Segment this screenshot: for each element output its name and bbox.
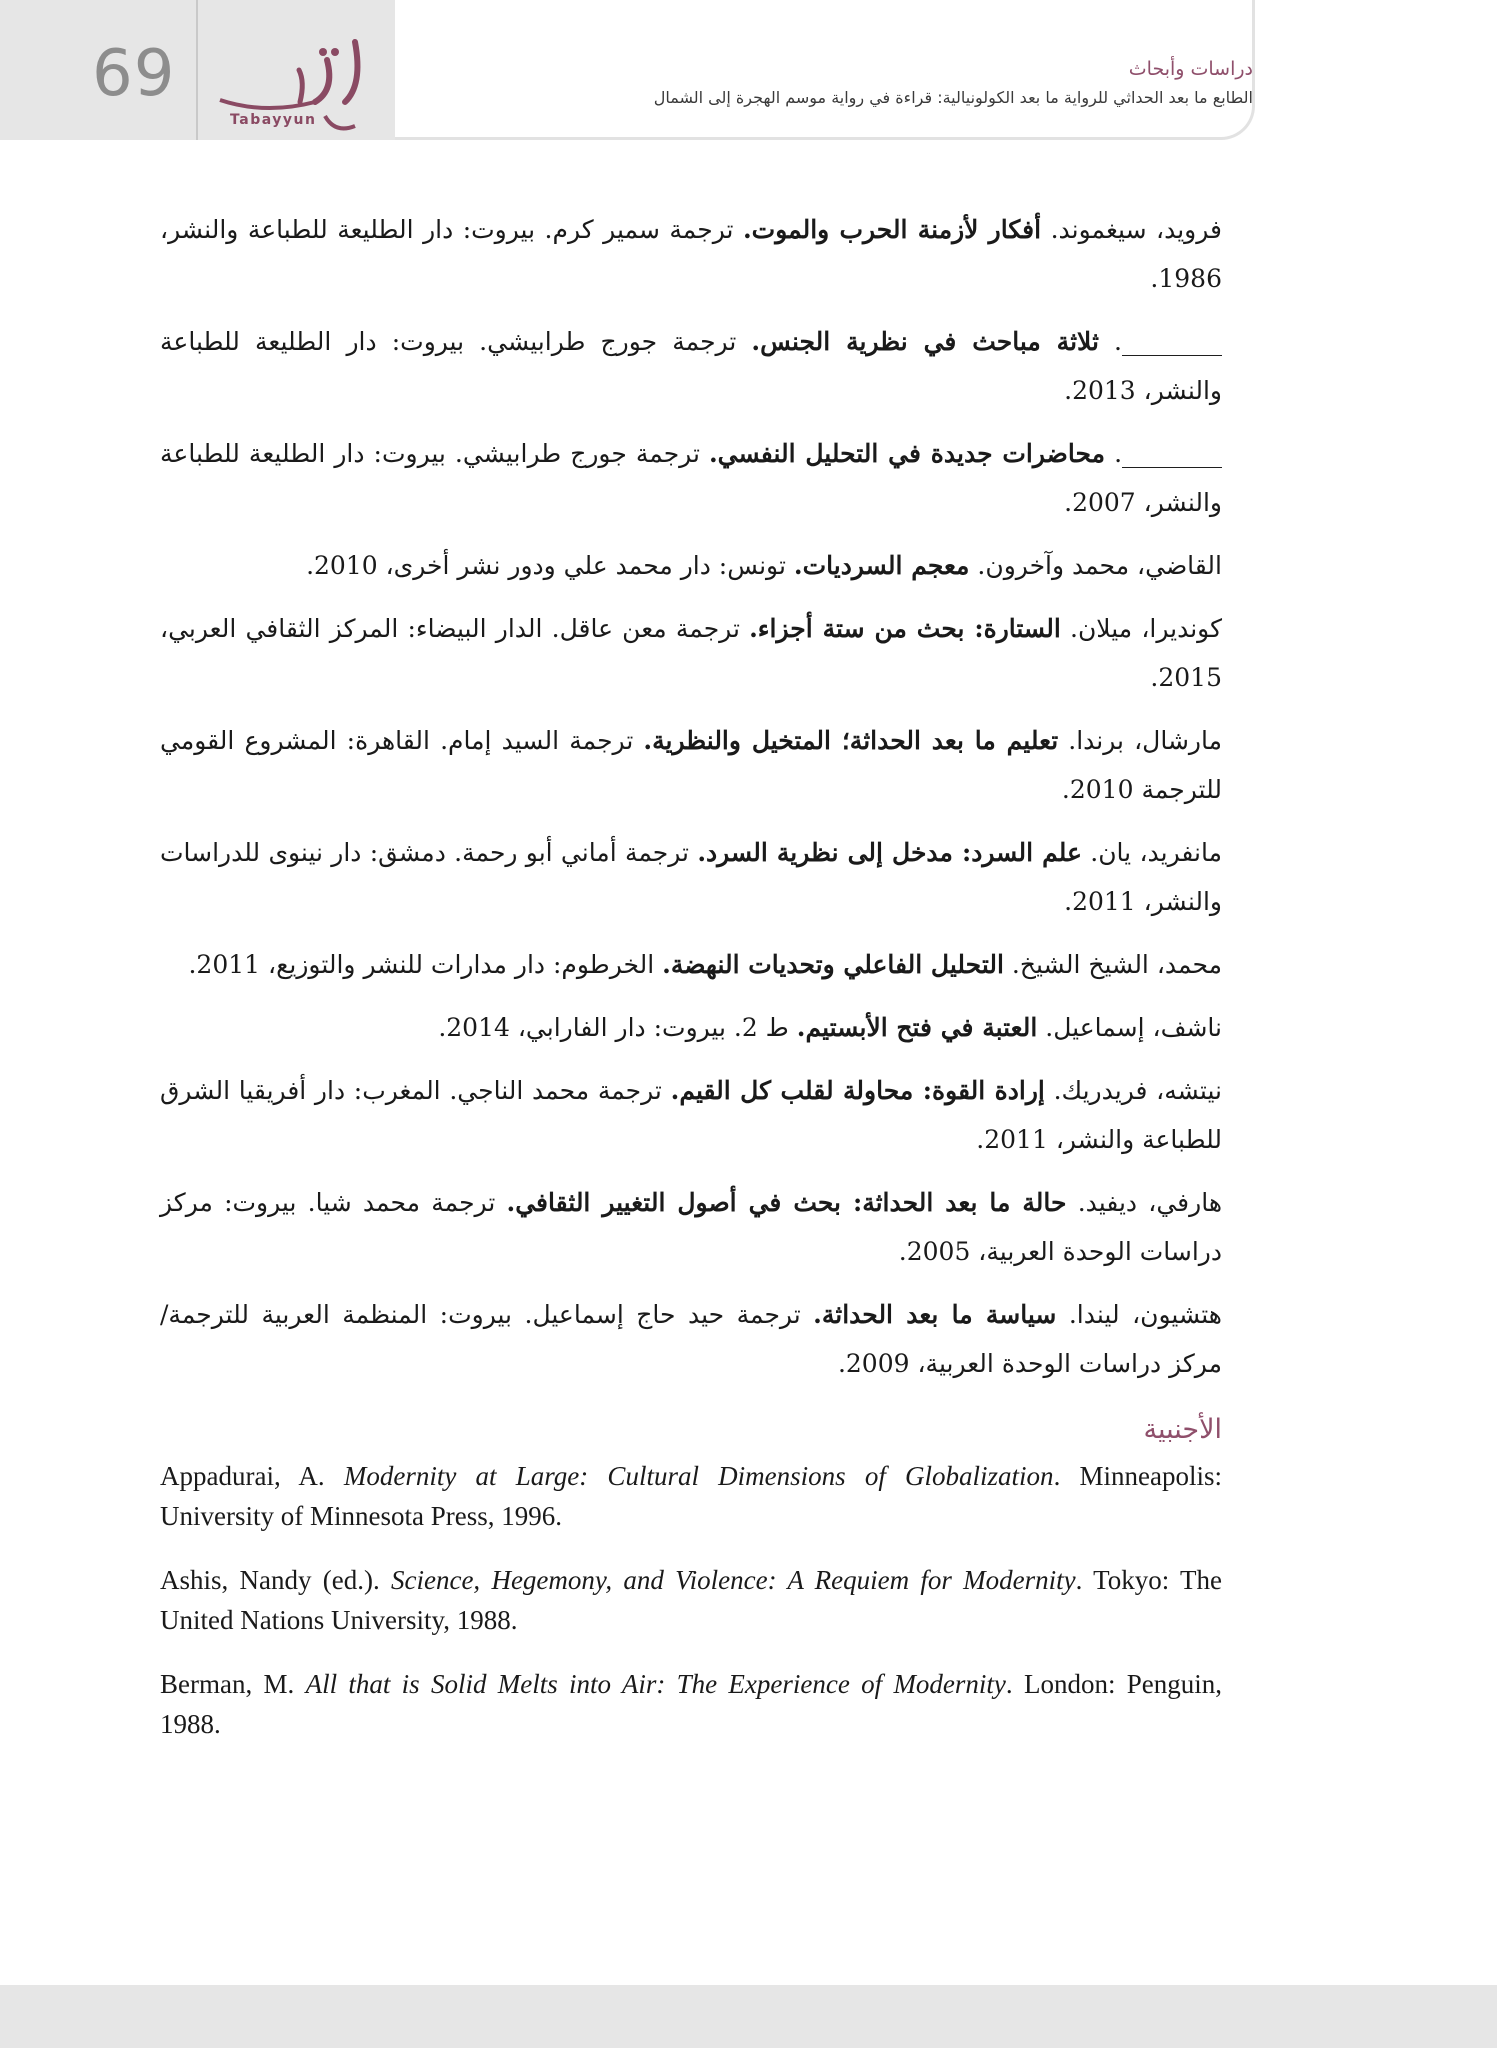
reference-author: Appadurai, A. <box>160 1461 325 1491</box>
reference-author: ________. <box>1114 439 1223 468</box>
reference-title: Science, Hegemony, and Violence: A Requiem for Modernity <box>391 1565 1076 1595</box>
reference-title: معجم السرديات. <box>793 551 970 580</box>
english-references <box>160 1456 1222 1744</box>
reference-details: . Minneapolis: University of Minnesota Press, 1996. <box>160 1461 1222 1531</box>
reference-title: تعليم ما بعد الحداثة؛ المتخيل والنظرية. <box>643 726 1059 755</box>
reference-title: التحليل الفاعلي وتحديات النهضة. <box>662 950 1004 979</box>
page-header <box>0 0 1497 142</box>
reference-title: إرادة القوة: محاولة لقلب كل القيم. <box>670 1076 1045 1105</box>
reference-entry <box>160 541 1222 590</box>
foreign-references-heading: الأجنبية <box>1143 1414 1222 1445</box>
reference-details: ترجمة السيد إمام. القاهرة: المشروع القومي للترجمة 2010. <box>160 726 1222 804</box>
reference-details: ترجمة حيد حاج إسماعيل. بيروت: المنظمة العربية للترجمة/ مركز دراسات الوحدة العربية، 2009. <box>160 1300 1222 1378</box>
reference-author: هتشيون، ليندا. <box>1068 1300 1222 1329</box>
reference-details: تونس: دار محمد علي ودور نشر أخرى، 2010. <box>306 551 786 580</box>
reference-title: محاضرات جديدة في التحليل النفسي. <box>708 439 1105 468</box>
reference-author: نيتشه، فريدريك. <box>1053 1076 1222 1105</box>
bibliography <box>160 205 1222 1768</box>
reference-author: فرويد، سيغموند. <box>1050 215 1222 244</box>
reference-details: ترجمة جورج طرابيشي. بيروت: دار الطليعة للطباعة والنشر، 2007. <box>160 439 1222 517</box>
reference-title: علم السرد: مدخل إلى نظرية السرد. <box>697 838 1082 867</box>
reference-details: ترجمة سمير كرم. بيروت: دار الطليعة للطباعة والنشر، 1986. <box>160 215 1222 293</box>
reference-details: ترجمة محمد شيا. بيروت: مركز دراسات الوحدة العربية، 2005. <box>160 1188 1222 1266</box>
reference-entry <box>160 1290 1222 1388</box>
reference-author: كونديرا، ميلان. <box>1070 614 1222 643</box>
reference-author: هارفي، ديفيد. <box>1077 1188 1222 1217</box>
reference-entry <box>160 1456 1222 1536</box>
reference-entry <box>160 429 1222 527</box>
reference-entry <box>160 940 1222 989</box>
reference-title: سياسة ما بعد الحداثة. <box>813 1300 1057 1329</box>
reference-entry <box>160 1560 1222 1640</box>
arabic-references <box>160 205 1222 1388</box>
page-number: 69 <box>92 37 176 111</box>
reference-entry <box>160 1066 1222 1164</box>
reference-details: ترجمة محمد الناجي. المغرب: دار أفريقيا الشرق للطباعة والنشر، 2011. <box>160 1076 1222 1154</box>
reference-author: مانفريد، يان. <box>1090 838 1222 867</box>
reference-details: ترجمة معن عاقل. الدار البيضاء: المركز الثقافي العربي، 2015. <box>160 614 1222 692</box>
reference-details: ترجمة أماني أبو رحمة. دمشق: دار نينوى للدراسات والنشر، 2011. <box>160 838 1222 916</box>
reference-details: . London: Penguin, 1988. <box>160 1669 1223 1739</box>
reference-author: ناشف، إسماعيل. <box>1045 1013 1222 1042</box>
reference-author: مارشال، برندا. <box>1068 726 1222 755</box>
reference-title: ثلاثة مباحث في نظرية الجنس. <box>751 327 1099 356</box>
reference-author: محمد، الشيخ الشيخ. <box>1011 950 1222 979</box>
reference-details: ترجمة جورج طرابيشي. بيروت: دار الطليعة للطباعة والنشر، 2013. <box>160 327 1222 405</box>
reference-entry <box>160 1003 1222 1052</box>
reference-title: أفكار لأزمنة الحرب والموت. <box>742 215 1042 244</box>
reference-details: الخرطوم: دار مدارات للنشر والتوزيع، 2011. <box>188 950 655 979</box>
reference-author: Berman, M. <box>160 1669 295 1699</box>
reference-author: Ashis, Nandy (ed.). <box>160 1565 380 1595</box>
reference-entry <box>160 1664 1222 1744</box>
reference-entry <box>160 716 1222 814</box>
reference-entry <box>160 604 1222 702</box>
section-label: دراسات وأبحاث <box>1128 58 1253 80</box>
reference-entry <box>160 205 1222 303</box>
running-title: الطابع ما بعد الحداثي للرواية ما بعد الكولونيالية: قراءة في رواية موسم الهجرة إلى الشمال <box>653 88 1253 107</box>
reference-details: . Tokyo: The United Nations University, 1988. <box>160 1565 1222 1635</box>
reference-author: القاضي، محمد وآخرون. <box>977 551 1222 580</box>
header-divider <box>196 0 198 140</box>
header-title-panel <box>395 0 1255 140</box>
reference-title: All that is Solid Melts into Air: The Experience of Modernity <box>305 1669 1006 1699</box>
page-footer <box>0 1985 1497 2048</box>
reference-entry <box>160 317 1222 415</box>
reference-author: ________. <box>1114 327 1222 356</box>
reference-entry <box>160 1178 1222 1276</box>
reference-title: الستارة: بحث من ستة أجزاء. <box>749 614 1061 643</box>
reference-details: ط 2. بيروت: دار الفارابي، 2014. <box>438 1013 789 1042</box>
reference-title: Modernity at Large: Cultural Dimensions of Globalization <box>343 1461 1054 1491</box>
reference-entry <box>160 828 1222 926</box>
reference-title: حالة ما بعد الحداثة: بحث في أصول التغيير الثقافي. <box>506 1188 1067 1217</box>
reference-title: العتبة في فتح الأبستيم. <box>796 1013 1038 1042</box>
logo-latin-text: Tabayyun <box>230 112 317 128</box>
